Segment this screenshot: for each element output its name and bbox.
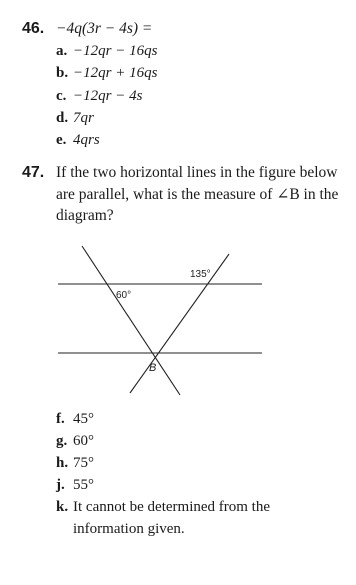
choice-text: 45° [73,411,94,427]
choice-text: −12qr + 16qs [73,65,158,82]
choice-text: −12qr − 4s [73,87,143,104]
answer-choice-j[interactable] [56,474,336,496]
choice-text: −12qr − 16qs [73,43,158,59]
choice-letter: b. [56,65,69,82]
choice-text: 4qrs [73,132,100,149]
choice-text: 60° [73,433,94,449]
point-label-b: B [149,362,157,374]
question-number: 47. [22,164,45,181]
choice-letter: a. [56,43,68,59]
choice-text: It cannot be determined from the information given. [73,499,271,537]
angle-label-135: 135° [190,269,211,280]
answer-choice-g[interactable] [56,430,336,452]
choice-letter: k. [56,499,69,515]
choice-letter: g. [56,433,68,449]
choice-letter: e. [56,132,67,149]
answer-choice-f[interactable] [56,408,336,430]
transversal-right [130,254,229,393]
question-number: 46. [22,20,45,37]
answer-choice-k[interactable] [56,496,336,540]
transversal-left [82,246,180,395]
choice-letter: c. [56,87,67,104]
choice-letter: j. [56,477,65,493]
choice-text: 75° [73,455,94,471]
choice-letter: h. [56,455,69,471]
choice-text: 7qr [73,109,94,126]
answer-choice-h[interactable] [56,452,336,474]
choice-text: 55° [73,477,94,493]
question-text: If the two horizontal lines in the figure below are parallel, what is the measure of ∠B in the diagram? [56,164,339,224]
angle-label-60: 60° [116,290,132,301]
choice-letter: f. [56,411,65,427]
question-text: −4q(3r − 4s) = [56,20,153,37]
choice-letter: d. [56,109,69,126]
answer-choices-47 [56,408,336,540]
